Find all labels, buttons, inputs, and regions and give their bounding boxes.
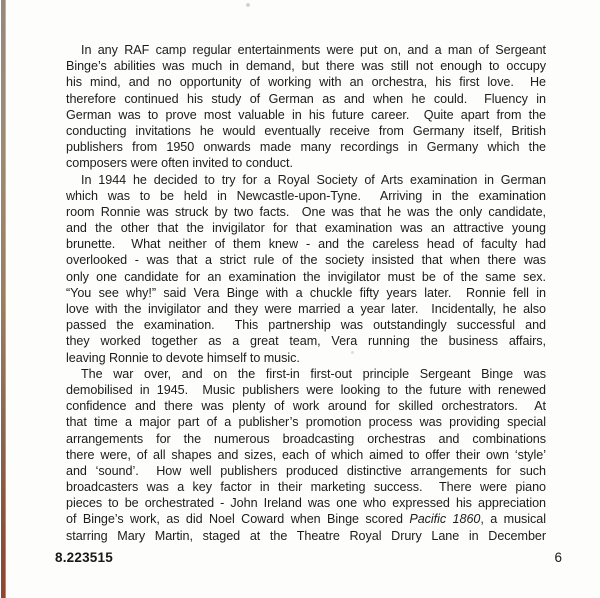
text-line: The war over, and on the first-in first-out principle Sergeant Binge was <box>81 366 546 381</box>
text-line: In 1944 he decided to try for a Royal Society of Arts examination in German <box>81 172 546 187</box>
text-line: only one candidate for an examination the invigilator must be of the same sex. <box>66 269 546 284</box>
text-line: leaving Ronnie to devote himself to music. <box>66 350 300 365</box>
text-line: overlooked - was that a strict rule of the society insisted that when there was <box>66 253 546 268</box>
text-line: love with the invigilator and they were married a year later. Incidentally, he also <box>66 302 546 316</box>
text-line: Binge’s abilities was much in demand, but there was still not enough to occupy <box>66 59 546 74</box>
text-line: his mind, and no opportunity of working with an orchestra, his first love. He <box>66 75 546 90</box>
paragraph <box>66 42 546 172</box>
text-line: pieces to be orchestrated - John Ireland was one who expressed his appreciation <box>66 496 546 511</box>
text-line: passed the examination. This partnership was outstandingly successful and <box>66 318 546 333</box>
book-spine-edge <box>1 0 6 598</box>
paragraph <box>66 172 546 366</box>
page-number: 6 <box>554 550 562 565</box>
text-line: “You see why!” said Vera Binge with a chuckle fifty years later. Ronnie fell in <box>66 285 546 300</box>
text-line: conducting invitations he would eventually receive from Germany itself, British <box>66 123 546 138</box>
text-line: German was to prove most valuable in his future career. Quite apart from the <box>66 107 546 122</box>
text-line: composers were often invited to conduct. <box>66 156 293 171</box>
text-line: confidence and there was plenty of work around for skilled orchestrators. At <box>66 399 546 414</box>
body-text <box>66 42 546 544</box>
text-line: starring Mary Martin, staged at the Theatre Royal Drury Lane in December <box>66 528 546 543</box>
text-line: room Ronnie was struck by two facts. One was that he was the only candidate, <box>66 204 546 219</box>
paragraph <box>66 366 546 544</box>
text-line: arrangements for the numerous broadcasting orchestras and combinations <box>66 431 546 446</box>
catalog-number: 8.223515 <box>55 550 113 565</box>
text-line: that time a major part of a publisher’s promotion process was providing special <box>66 415 546 430</box>
text-line: and ‘sound’. How well publishers produced distinctive arrangements for such <box>66 463 546 478</box>
text-line: broadcasters was a key factor in their marketing success. There were piano <box>66 480 546 495</box>
text-line: publishers from 1950 onwards made many recordings in Germany which the <box>66 140 546 155</box>
text-line: therefore continued his study of German as and when he could. Fluency in <box>66 91 546 106</box>
text-line: there were, of all shapes and sizes, each of which aimed to offer their own ‘style’ <box>66 447 546 462</box>
text-line: brunette. What neither of them knew - and the careless head of faculty had <box>66 237 546 252</box>
text-line: demobilised in 1945. Music publishers were looking to the future with renewed <box>66 382 546 397</box>
text-line: of Binge’s work, as did Noel Coward when Binge scored Pacific 1860, a musical <box>66 512 546 527</box>
text-line: they worked together as a great team, Vera running the business affairs, <box>66 334 546 349</box>
text-line: In any RAF camp regular entertainments were put on, and a man of Sergeant <box>81 43 546 57</box>
text-line: and the other that the invigilator for that examination was an attractive young <box>66 221 546 236</box>
text-line: which was to be held in Newcastle-upon-Tyne. Arriving in the examination <box>66 188 546 203</box>
scan-speck <box>246 3 250 7</box>
